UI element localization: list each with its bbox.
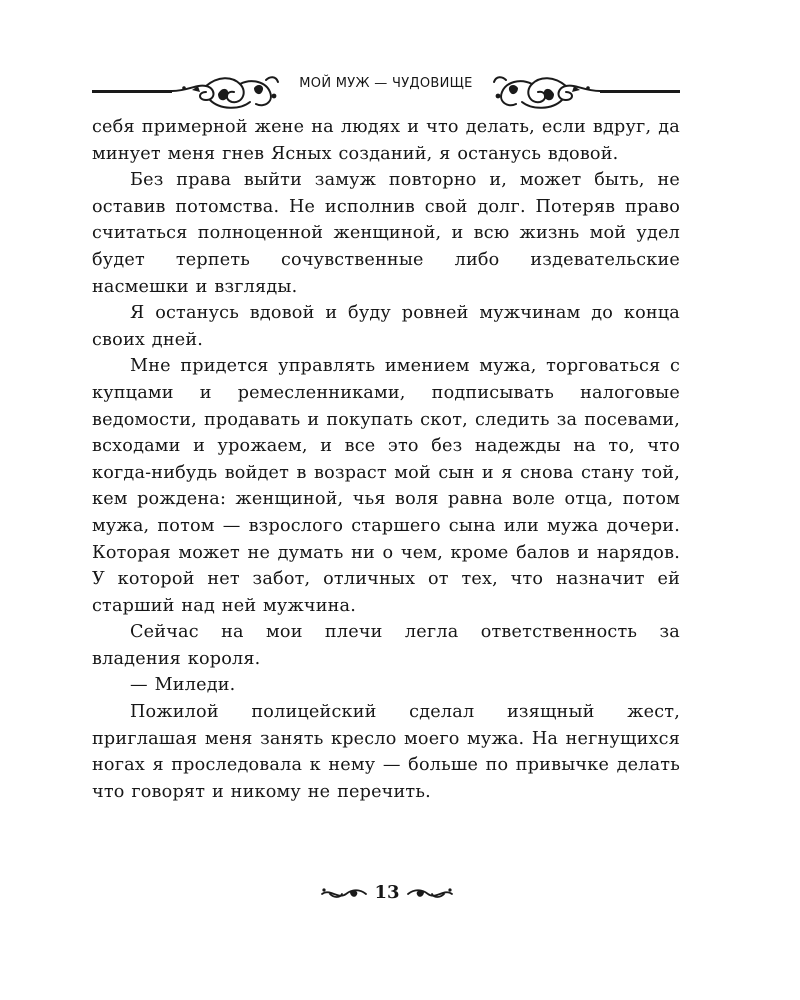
flourish-ornament-icon <box>492 72 602 114</box>
header-rule-right <box>600 90 680 93</box>
paragraph: Пожилой полицейский сделал изящный жест, приглашая меня занять кресло моего мужа. На негнущихся ногах я проследовала к нему — больше по привычке делать что говорят и никому не перечить. <box>92 702 680 802</box>
folio-flourish-icon <box>320 886 368 902</box>
page-number: 13 <box>374 882 400 903</box>
flourish-ornament-icon <box>170 72 280 114</box>
paragraph: себя примерной жене на людях и что делать, если вдруг, да минует меня гнев Ясных созданий, я останусь вдовой. <box>92 117 680 164</box>
header-rule-left <box>92 90 172 93</box>
page-footer <box>320 880 454 908</box>
paragraph: — Миледи. <box>130 675 236 696</box>
paragraph: Мне придется управлять имением мужа, торговаться с купцами и ремесленниками, подписывать налоговые ведомости, продавать и покупать скот, следить за посевами, всходами и урожаем, и все это без надежды на то, что когда-нибудь войдет в возраст мой сын и я снова стану той, кем рождена: женщиной, чья воля равна воле отца, потом мужа, потом — взрослого старшего сына или мужа дочери. Которая может не думать ни о чем, кроме балов и нарядов. У которой нет забот, отличных от тех, что назначит ей старший над ней мужчина. <box>92 356 680 616</box>
paragraph: Сейчас на мои плечи легла ответственность за владения короля. <box>92 622 680 669</box>
running-header <box>92 66 680 114</box>
paragraph: Я останусь вдовой и буду ровней мужчинам до конца своих дней. <box>92 303 680 350</box>
body-text <box>92 114 680 805</box>
paragraph: Без права выйти замуж повторно и, может быть, не оставив потомства. Не исполнив свой долг. Потеряв право считаться полноценной женщиной, и всю жизнь мой удел будет терпеть сочувственные либо издевательские насмешки и взгляды. <box>92 170 680 297</box>
running-header-title: МОЙ МУЖ — ЧУДОВИЩЕ <box>299 76 473 91</box>
folio-flourish-icon <box>406 886 454 902</box>
